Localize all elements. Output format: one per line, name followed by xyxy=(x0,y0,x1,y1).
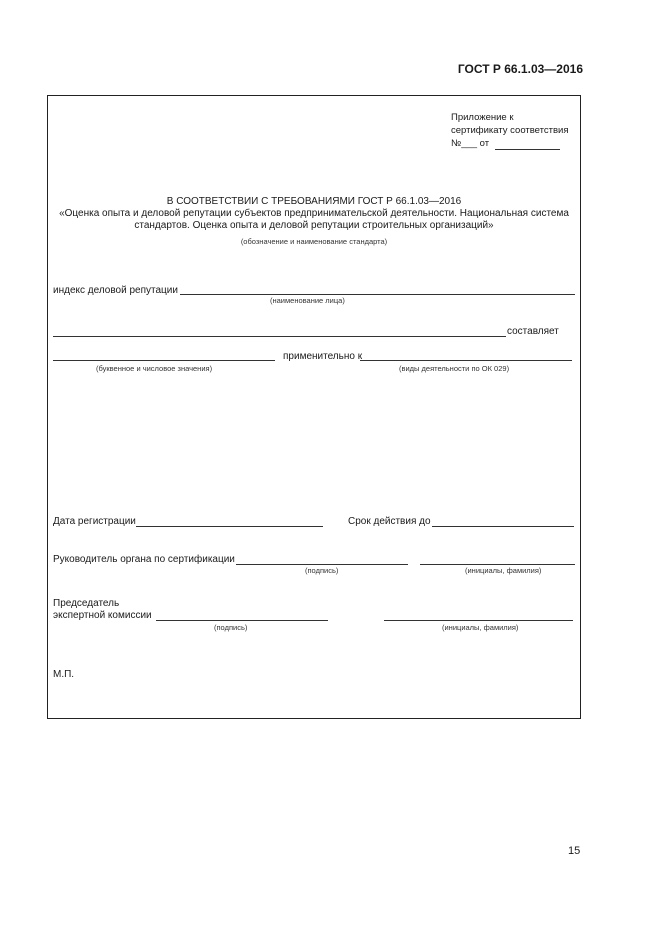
head-signature-label: Руководитель органа по сертификации xyxy=(53,554,235,565)
reputation-name-caption: (наименование лица) xyxy=(270,296,345,305)
validity-date-line xyxy=(432,526,574,527)
annex-line-2: сертификату соответствия xyxy=(451,125,569,136)
head-signature-caption: (подпись) xyxy=(305,566,339,575)
reputation-index-label: индекс деловой репутации xyxy=(53,285,178,296)
chair-name-line xyxy=(384,620,573,621)
title-line-1: В СООТВЕТСТВИИ С ТРЕБОВАНИЯМИ ГОСТ Р 66.1.03—2016 xyxy=(166,196,462,207)
activity-types-caption: (виды деятельности по ОК 029) xyxy=(399,364,510,373)
head-name-caption: (инициалы, фамилия) xyxy=(465,566,542,575)
reputation-name-line xyxy=(180,294,575,295)
page-number: 15 xyxy=(568,845,581,857)
chair-signature-line xyxy=(156,620,328,621)
registration-date-label: Дата регистрации xyxy=(53,516,136,527)
activity-types-line xyxy=(360,360,572,361)
title-line-2: «Оценка опыта и деловой репутации субъектов предпринимательской деятельности. Национальная система xyxy=(59,208,569,219)
chair-signature-caption: (подпись) xyxy=(214,623,248,632)
standard-caption: (обозначение и наименование стандарта) xyxy=(240,237,388,246)
applied-to-label: применительно к xyxy=(283,351,363,362)
amount-label: составляет xyxy=(507,326,559,337)
stamp-place-label: М.П. xyxy=(53,669,75,680)
chair-label-line-2: экспертной комиссии xyxy=(53,610,152,621)
chair-name-caption: (инициалы, фамилия) xyxy=(442,623,519,632)
standard-code-header: ГОСТ Р 66.1.03—2016 xyxy=(457,62,583,76)
chair-label-line-1: Председатель xyxy=(53,598,120,609)
amount-line xyxy=(53,336,506,337)
annex-line-1: Приложение к xyxy=(451,112,514,123)
title-line-3: стандартов. Оценка опыта и деловой репутации строительных организаций» xyxy=(134,220,494,231)
annex-number-prefix: №___ от xyxy=(451,138,490,149)
annex-date-line xyxy=(495,149,560,150)
registration-date-line xyxy=(136,526,323,527)
validity-label: Срок действия до xyxy=(348,516,431,527)
values-caption: (буквенное и числовое значения) xyxy=(96,364,213,373)
head-name-line xyxy=(420,564,575,565)
head-signature-line xyxy=(236,564,408,565)
values-line xyxy=(53,360,275,361)
